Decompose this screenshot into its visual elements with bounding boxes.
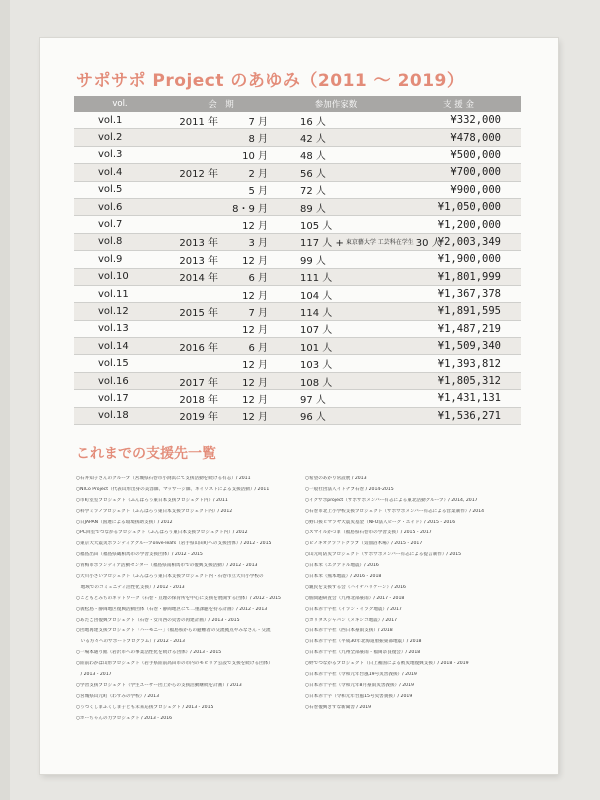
month-cell: 6 月 [248,342,268,354]
month-cell: 12 月 [242,360,268,372]
month-cell: 8・9 月 [232,203,268,215]
month-cell: 7 月 [248,307,268,319]
support-list-item: ○青梅市ボランティア活動センター（福島県南相馬市での復興支援活動）/ 2012 - 2013 [76,563,258,569]
vol-cell: vol.11 [98,288,129,300]
support-list-item: いる方々へのサポートプログラム）/ 2012 - 2013 [76,639,185,645]
support-list-item: ○希望のあかり常設展 / 2013 [305,476,367,481]
amount-cell: ¥500,000 [450,148,501,161]
artists-note: 東京藝大学 工芸科在学生 [345,239,414,247]
amount-cell: ¥332,000 [450,114,501,127]
artists-cell: 42 人 [300,134,326,146]
support-list-left [76,476,301,726]
poster [40,38,558,774]
poster-title: サポサポ Project のあゆみ（2011 ～ 2019） [76,71,465,91]
table-body [74,112,521,425]
table-row [74,182,521,199]
table-row [74,234,521,251]
vol-cell: vol.10 [98,271,129,283]
support-list-item: ○ピノキオクラフトクラブ（気仙沼木場）/ 2015 - 2017 [305,541,423,547]
year-cell: 2012 年 [179,168,218,180]
header-period: 会 期 [208,100,234,110]
support-list-item: ○一場本通り館（岩沢市への事業活性化を続ける団体）/ 2013 - 2015 [76,650,222,656]
vol-cell: vol.7 [98,219,123,231]
year-cell: 2015 年 [179,307,218,319]
month-cell: 12 月 [242,290,268,302]
month-cell: 7 月 [248,116,268,128]
header-artists: 参加作家数 [314,100,358,110]
support-list-item: ○石巻復興きずな新聞舎 / 2019 [305,704,372,710]
year-cell: 2018 年 [179,394,218,406]
table-row [74,216,521,233]
support-list-item: ○こどもとみちのネットワーク（石巻・亘理の保育所を中心に支援を展開する団体）/ 2012 - 2015 [76,595,281,601]
month-cell: 6 月 [248,273,268,285]
month-cell: 2 月 [248,168,268,180]
amount-cell: ¥1,200,000 [437,218,501,231]
table-row [74,251,521,268]
amount-cell: ¥2,003,349 [437,235,501,248]
support-list-item: ○陸前わかば山形プロジェクト（岩手県陸前高田市の市内のモビリア公設で支援を続ける団体） [76,661,273,667]
header-vol: vol. [112,99,128,109]
amount-cell: ¥1,393,812 [437,357,501,370]
table-row [74,355,521,372]
amount-cell: ¥1,900,000 [437,253,501,266]
support-list-item: ○義松島・静岡地区復興活動団体（石巻・静岡地区にて二重課題を持る計画）/ 2012 - 2013 [76,606,268,612]
artists-cell: 103 人 [300,360,333,372]
amount-cell: ¥1,536,271 [437,409,501,422]
support-list-item: ○宮城県山元町（わずみの学校）/ 2013 [76,693,160,699]
support-list-item: ○一般社団法人イトナブ石巻 / 2014-2015 [305,486,394,492]
support-list-item: ○カリタスジャパン（メキシコ地震）/ 2017 [305,617,398,623]
month-cell: 12 月 [242,377,268,389]
amount-cell: ¥1,509,340 [437,340,501,353]
amount-cell: ¥1,891,595 [437,305,501,318]
history-table [74,96,521,425]
table-row [74,408,521,425]
amount-cell: ¥900,000 [450,183,501,196]
table-row [74,286,521,303]
support-list-item: ○学習支援プロジェクト（学生ユーザー団上からの支援活動継続を計画）/ 2013 [76,682,242,688]
vol-cell: vol.3 [98,149,123,161]
support-list-item: ○野口援ヒマラヤ大震災基金（NFO法人ピーク・エイド）/ 2015 - 2016 [305,519,456,525]
support-list-item: ○日本米（エクアドル地震）/ 2016 [305,563,379,569]
artists-cell: 114 人 [300,307,333,319]
artists-cell: 72 人 [300,186,326,198]
year-cell: 2019 年 [179,412,218,424]
year-cell: 2011 年 [179,116,218,128]
table-row [74,390,521,407]
month-cell: 12 月 [242,255,268,267]
amount-cell: ¥1,367,378 [437,288,501,301]
vol-cell: vol.5 [98,184,123,196]
support-list-item: ○福島出田（福島県蔵相馬市の学習支援団体）/ 2012 - 2015 [76,552,203,558]
artists-cell: 105 人 [300,221,333,233]
amount-cell: ¥478,000 [450,131,501,144]
support-list-item: ○日JAPAN（国連による環境援助支援）/ 2012 [76,519,173,525]
amount-cell: ¥1,050,000 [437,201,501,214]
support-list-item: ○市町室室プロジェクト（ふんばろう東日本支援プロジェクト内）/ 2011 [76,497,228,503]
support-list-item: ○うつくしまふくしま子ども未来応援プロジェクト / 2013 - 2015 [76,704,214,710]
support-list-right [305,476,525,716]
vol-cell: vol.17 [98,392,129,404]
month-cell: 8 月 [248,134,268,146]
month-cell: 5 月 [248,186,268,198]
year-cell: 2017 年 [179,377,218,389]
support-list-item: ○日本赤十字社（西日本豪雨支援）/ 2018 [305,628,393,634]
support-list-item: ○日本米（熊本地震）/ 2016 - 2018 [305,574,382,580]
vol-cell: vol.15 [98,358,129,370]
artists-cell: 104 人 [300,290,333,302]
table-row [74,321,521,338]
amount-cell: ¥700,000 [450,166,501,179]
artists-cell: 107 人 [300,325,333,337]
month-cell: 12 月 [242,394,268,406]
month-cell: 3 月 [248,238,268,250]
support-list-item: ○PC回室でつながるプロジェクト（ふんばろう東日本支援プロジェクト内）/ 2012 [76,530,248,536]
support-list-item: ○ホーちゃんの力プロジェクト / 2013 - 2016 [76,715,173,721]
vol-cell: vol.1 [98,114,123,126]
artists-cell: 101 人 [300,342,333,354]
month-cell: 12 月 [242,221,268,233]
table-row [74,303,521,320]
year-cell: 2014 年 [179,273,218,285]
artists-cell: 89 人 [300,203,326,215]
support-list-item: ○日本赤十字社（令和元年台風19号災害義援）/ 2019 [305,672,417,678]
support-list-item: ○山元町防災プロジェクト（サポサポメンバー有志による提言制作）/ 2015 [305,552,462,558]
support-list-item: ○NICo Project（代表山形出身の美容師、マッサージ師、ネイリストによる支援活動）/ 2011 [76,486,270,492]
amount-cell: ¥1,487,219 [437,322,501,335]
support-list-item: ○日本赤十字（令和元年台風15号災害義援）/ 2019 [305,693,413,699]
support-list-item: 地域でのコミュニティ活性化支援）/ 2012 - 2013 [76,584,185,590]
amount-cell: ¥1,805,312 [437,375,501,388]
vol-cell: vol.16 [98,375,129,387]
support-list-item: ○個問題研査会（九州北部豪雨）/ 2017 - 2018 [305,595,405,601]
support-list-item: ○科学ミラノプロジェクト（ふんばろう東日本支援プロジェクト内）/ 2012 [76,508,233,514]
table-row [74,338,521,355]
amount-cell: ¥1,431,131 [437,392,501,405]
artists-cell: 99 人 [300,255,326,267]
support-list-item: ○東京大大震災ボランティアグループolive-leafs（岩手県山田町への支援団体）/ 2012 - 2015 [76,541,272,547]
year-cell: 2016 年 [179,342,218,354]
support-list-item: ○絆でつながるプロジェクト（日上補国による被災地復興支援）/ 2018 - 2019 [305,661,469,667]
month-cell: 12 月 [242,412,268,424]
support-list-item: ○スマイルかづま（福島県石巻市の学習支援）/ 2015 - 2017 [305,530,432,536]
table-row [74,199,521,216]
vol-cell: vol.6 [98,201,123,213]
support-list-item: ○日本赤十字社（九州全部豪雨・福岡奈良復会）/ 2018 [305,650,421,656]
vol-cell: vol.8 [98,236,123,248]
vol-cell: vol.14 [98,340,129,352]
artists-note-count: 30 人 [415,238,442,250]
artists-cell: 97 人 [300,394,326,406]
vol-cell: vol.13 [98,323,129,335]
vol-cell: vol.2 [98,132,123,144]
support-list-item: ○イクサポproject（サポサポメンバー有志による東北活動グループ）/ 2014, 2017 [305,497,478,503]
table-row [74,129,521,146]
table-row [74,164,521,181]
artists-cell: 96 人 [300,412,326,424]
artists-cell: 56 人 [300,168,326,180]
artists-cell: 108 人 [300,377,333,389]
support-list-item: / 2013 - 2017 [76,672,112,678]
support-list-title: これまでの支援先一覧 [76,446,216,462]
vol-cell: vol.18 [98,410,129,422]
support-list-item: ○日本赤十字社（イラン・イラク地震）/ 2017 [305,606,402,612]
vol-cell: vol.9 [98,253,123,265]
amount-cell: ¥1,801,999 [437,270,501,283]
wall-edge [0,0,10,800]
support-list-item: ○親民を支援する会（ハイチハリケーン）/ 2016 [305,584,406,590]
support-list-item: ○日本赤十字社（平成30年北海道胆振東部地震）/ 2018 [305,639,422,645]
month-cell: 12 月 [242,325,268,337]
month-cell: 10 月 [242,151,268,163]
support-list-item: ○石巻市北上小学校支援プロジェクト（サポサポメンバー有志による営業制作）/ 2014 [305,508,485,514]
support-list-item: ○石井知子さんのグループ（宮城県石巻市小渕浜にて支援活動を続ける有志）/ 2011 [76,476,251,481]
artists-cell: 111 人 [300,273,333,285]
support-list-item: ○日本赤十字社（令和元年8月豪雨災害義援）/ 2019 [305,682,414,688]
year-cell: 2013 年 [179,238,218,250]
artists-cell: 16 人 [300,116,326,128]
table-row [74,373,521,390]
table-row [74,147,521,164]
table-header [74,96,521,112]
table-row [74,112,521,129]
vol-cell: vol.12 [98,305,129,317]
support-list-item: ○大川小さいプロジェクト（ふんばろう東日本支援プロジェクト内・石巻市立大川小学校の [76,574,264,580]
artists-cell: 117 人 + 東京藝大学 工芸科在学生 30 人 [300,238,442,250]
vol-cell: vol.4 [98,166,123,178]
support-list-item: ○あたご団復興プロジェクト（石巻・女川西の災害の再建計画）/ 2013 - 2015 [76,617,240,623]
artists-cell: 48 人 [300,151,326,163]
support-list-item: ○団地再建支援プロジェクト「ハーモニー」（福島県からの避難者の交流拠点やみなさん・交流 [76,628,271,634]
header-amount: 支 援 金 [443,100,474,110]
table-row [74,269,521,286]
year-cell: 2013 年 [179,255,218,267]
